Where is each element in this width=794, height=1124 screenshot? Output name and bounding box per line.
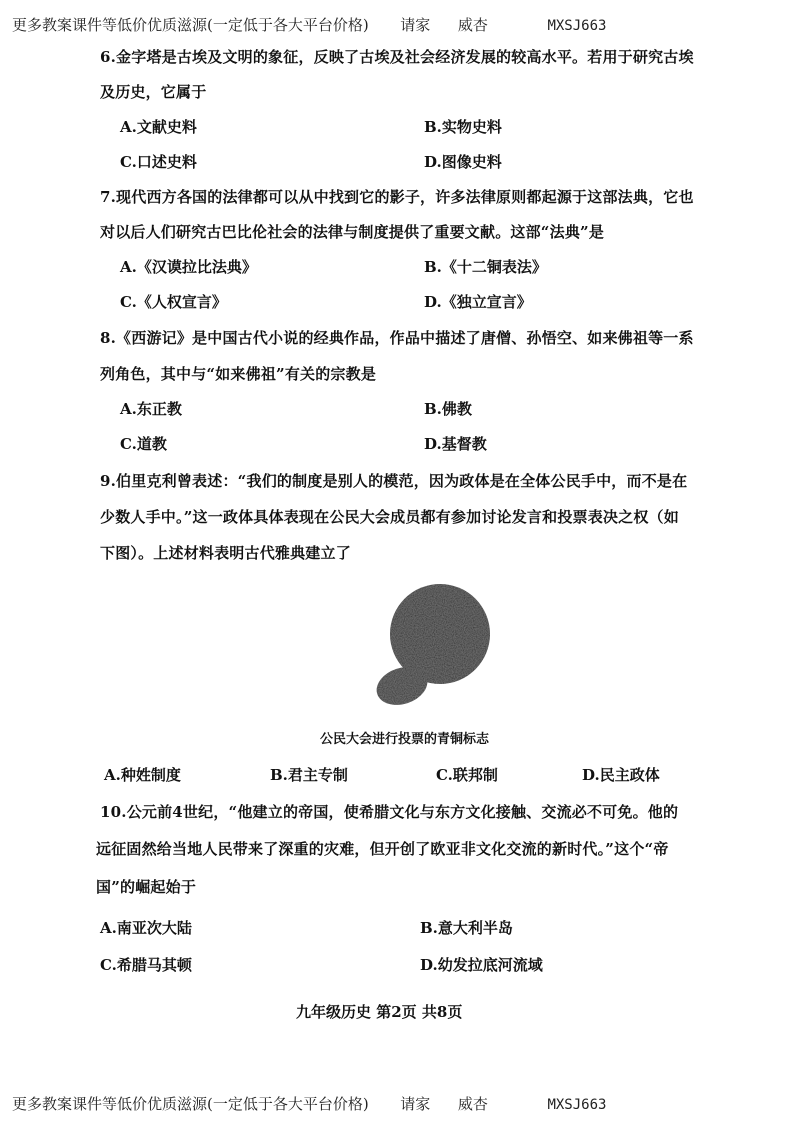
contact-name: 威杏	[457, 1095, 488, 1113]
question-10-line-3: 国”的崛起始于	[96, 878, 197, 896]
question-8-option-c: C.道教	[120, 435, 167, 453]
question-6-option-b: B.实物史料	[424, 118, 502, 136]
question-8-option-b: B.佛教	[424, 400, 472, 418]
question-9-line-1: 9.伯里克利曾表述：“我们的制度是别人的模范，因为政体是在全体公民手中，而不是在	[100, 472, 688, 490]
question-10-line-1: 10.公元前4世纪，“他建立的帝国，使希腊文化与东方文化接触、交流必不可免。他的	[100, 803, 679, 821]
question-7-option-a: A.《汉谟拉比法典》	[120, 258, 257, 276]
resource-code: MXSJ663	[547, 18, 607, 34]
question-9-option-c: C.联邦制	[436, 766, 498, 784]
question-8-line-2: 列角色，其中与“如来佛祖”有关的宗教是	[100, 365, 377, 383]
question-7-line-1: 7.现代西方各国的法律都可以从中找到它的影子，许多法律原则都起源于这部法典，它也	[100, 188, 694, 206]
question-10-line-2: 远征固然给当地人民带来了深重的灾难，但开创了欧亚非文化交流的新时代。”这个“帝	[96, 840, 669, 858]
question-9-option-d: D.民主政体	[582, 766, 660, 784]
question-6-line-1: 6.金字塔是古埃及文明的象征，反映了古埃及社会经济发展的较高水平。若用于研究古埃	[100, 48, 694, 66]
question-10-option-c: C.希腊马其顿	[100, 956, 192, 974]
question-6-option-c: C.口述史料	[120, 153, 197, 171]
contact-name: 威杏	[457, 16, 488, 34]
question-9-option-a: A.种姓制度	[104, 766, 181, 784]
question-7-option-c: C.《人权宣言》	[120, 293, 227, 311]
contact-label: 请家	[400, 16, 431, 34]
question-6-option-d: D.图像史料	[424, 153, 502, 171]
question-6-option-a: A.文献史料	[120, 118, 197, 136]
page-footer: 九年级历史 第2页 共8页	[296, 1003, 463, 1021]
question-10-option-a: A.南亚次大陆	[100, 919, 192, 937]
question-10-option-d: D.幼发拉底河流域	[420, 956, 543, 974]
question-9-option-b: B.君主专制	[270, 766, 348, 784]
bronze-voting-token-image	[360, 582, 510, 712]
question-6-line-2: 及历史，它属于	[100, 83, 207, 101]
resource-code: MXSJ663	[547, 1097, 607, 1113]
question-7-option-d: D.《独立宣言》	[424, 293, 532, 311]
question-10-option-b: B.意大利半岛	[420, 919, 513, 937]
figure-caption: 公民大会进行投票的青铜标志	[320, 732, 490, 747]
promo-text: 更多教案课件等低价优质滋源(一定低于各大平台价格)	[12, 1095, 369, 1113]
bottom-banner	[12, 1093, 606, 1114]
question-8-option-d: D.基督教	[424, 435, 487, 453]
question-8-option-a: A.东正教	[120, 400, 182, 418]
question-7-option-b: B.《十二铜表法》	[424, 258, 547, 276]
question-8-line-1: 8.《西游记》是中国古代小说的经典作品，作品中描述了唐僧、孙悟空、如来佛祖等一系	[100, 329, 694, 347]
contact-label: 请家	[400, 1095, 431, 1113]
promo-text: 更多教案课件等低价优质滋源(一定低于各大平台价格)	[12, 16, 369, 34]
top-banner	[12, 14, 606, 35]
question-7-line-2: 对以后人们研究古巴比伦社会的法律与制度提供了重要文献。这部“法典”是	[100, 223, 605, 241]
question-9-line-2: 少数人手中。”这一政体具体表现在公民大会成员都有参加讨论发言和投票表决之权（如	[100, 508, 679, 526]
question-9-line-3: 下图）。上述材料表明古代雅典建立了	[100, 544, 351, 562]
